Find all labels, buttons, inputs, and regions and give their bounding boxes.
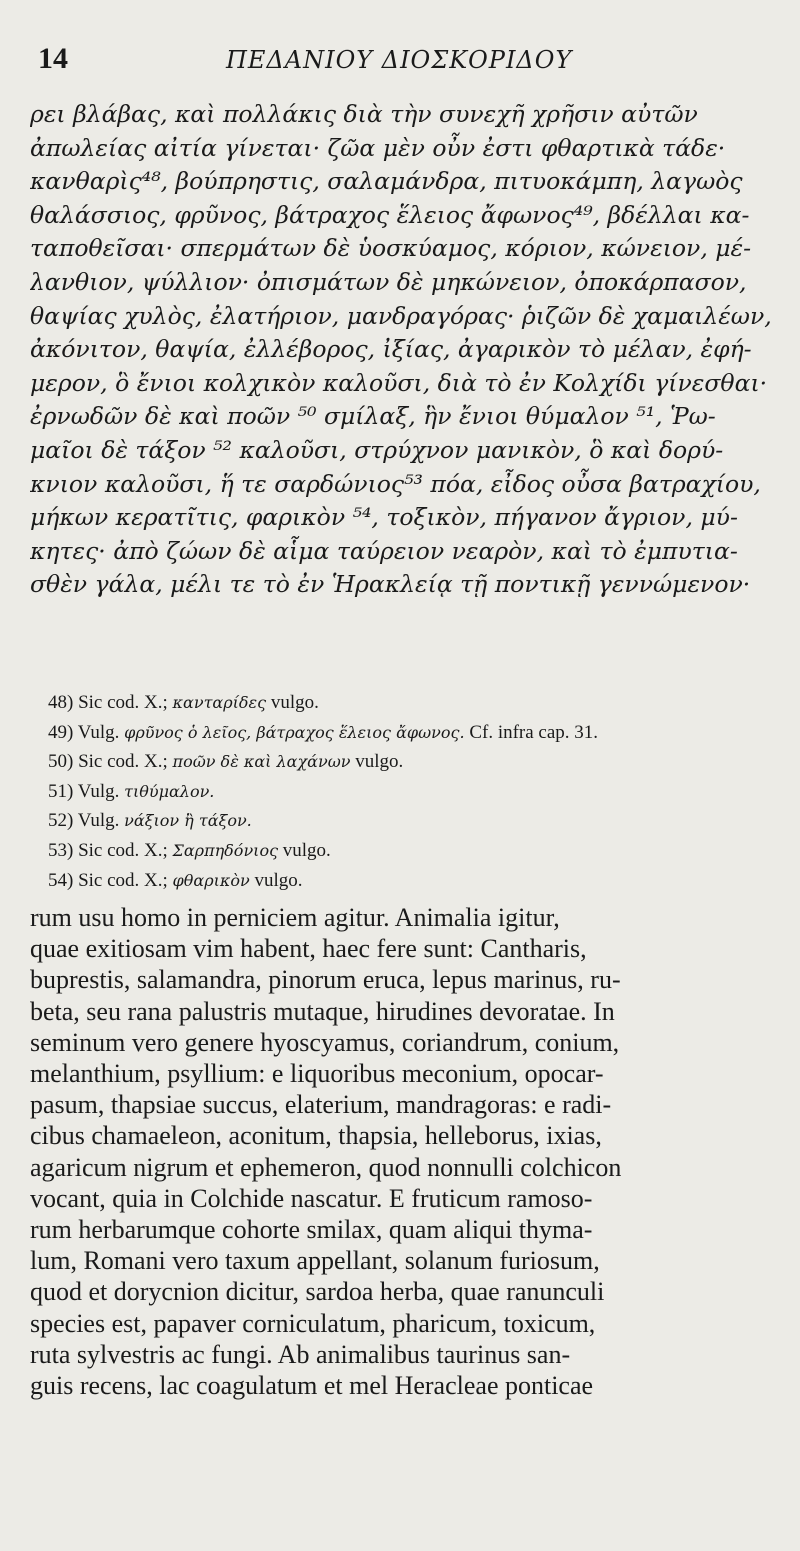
greek-text-block bbox=[30, 98, 788, 602]
greek-line: ἀκόνιτον, θαψία, ἐλλέβορος, ἰξίας, ἀγαρικὸν τὸ μέλαν, ἐφή- bbox=[30, 335, 752, 364]
footnote-number: 49) bbox=[48, 721, 74, 743]
latin-line: vocant, quia in Colchide nascatur. E fruticum ramoso- bbox=[30, 1183, 593, 1213]
greek-line: κητες· ἀπὸ ζώων δὲ αἷμα ταύρειον νεαρὸν, καὶ τὸ ἐμπυτια- bbox=[30, 536, 738, 565]
footnote-text: Sic cod. X.; bbox=[78, 692, 168, 713]
page-header bbox=[28, 38, 788, 86]
latin-line: lum, Romani vero taxum appellant, solanum furiosum, bbox=[30, 1246, 600, 1276]
footnote-lemma: ποῶν δὲ καὶ λαχάνων bbox=[172, 752, 351, 772]
footnote-number: 54) bbox=[48, 869, 74, 891]
running-head: ΠΕΔΑΝΙΟΥ ΔΙΟΣΚΟΡΙΔΟΥ bbox=[226, 46, 573, 74]
footnote-number: 51) bbox=[48, 780, 74, 802]
greek-line: μαῖοι δὲ τάξον ⁵² καλοῦσι, στρύχνον μανικὸν, ὃ καὶ δορύ- bbox=[30, 435, 724, 464]
greek-line: θαλάσσιος, φρῦνος, βάτραχος ἕλειος ἄφωνος⁴⁹, βδέλλαι κα- bbox=[30, 200, 750, 229]
latin-line: beta, seu rana palustris mutaque, hirudines devoratae. In bbox=[30, 996, 615, 1026]
footnote-text: Vulg. bbox=[77, 810, 120, 832]
footnote bbox=[48, 777, 788, 807]
greek-line: ρει βλάβας, καὶ πολλάκις διὰ τὴν συνεχῆ χρῆσιν αὐτῶν bbox=[30, 100, 698, 128]
footnote bbox=[48, 806, 788, 836]
footnote-number: 53) bbox=[48, 839, 74, 861]
greek-line: μερον, ὃ ἔνιοι κολχικὸν καλοῦσι, διὰ τὸ ἐν Κολχίδι γίνεσθαι· bbox=[30, 368, 768, 397]
footnote-text: vulgo. bbox=[270, 692, 319, 713]
footnote bbox=[48, 688, 788, 718]
footnote-text: Sic cod. X.; bbox=[78, 751, 168, 773]
footnote bbox=[48, 836, 788, 866]
greek-line: ταποθεῖσαι· σπερμάτων δὲ ὑοσκύαμος, κόριον, κώνειον, μέ- bbox=[30, 234, 752, 263]
footnote-text: vulgo. bbox=[254, 869, 303, 891]
footnote-lemma: κανταρίδες bbox=[172, 693, 267, 712]
footnote-number: 50) bbox=[48, 751, 74, 773]
footnote-lemma: τιθύμαλον. bbox=[124, 781, 215, 801]
footnote-number: 52) bbox=[48, 810, 74, 832]
latin-line: quod et dorycnion dicitur, sardoa herba, quae ranunculi bbox=[30, 1277, 605, 1307]
latin-line: ruta sylvestris ac fungi. Ab animalibus taurinus san- bbox=[30, 1339, 571, 1369]
greek-line: κανθαρὶς⁴⁸, βούπρηστις, σαλαμάνδρα, πιτυοκάμπη, λαγωὸς bbox=[30, 167, 743, 196]
latin-line: rum usu homo in perniciem agitur. Animalia igitur, bbox=[30, 903, 560, 932]
latin-line: seminum vero genere hyoscyamus, coriandrum, conium, bbox=[30, 1027, 620, 1057]
latin-line: quae exitiosam vim habent, haec fere sunt: Cantharis, bbox=[30, 934, 587, 964]
latin-line: guis recens, lac coagulatum et mel Heracleae ponticae bbox=[30, 1371, 594, 1401]
latin-line: species est, papaver corniculatum, pharicum, toxicum, bbox=[30, 1308, 596, 1338]
greek-line: ἀπωλείας αἰτία γίνεται· ζῶα μὲν οὖν ἐστι φθαρτικὰ τάδε· bbox=[30, 133, 726, 162]
footnote bbox=[48, 718, 788, 748]
footnote-lemma: Σαρπηδόνιος bbox=[172, 840, 279, 860]
footnote-text: Sic cod. X.; bbox=[78, 869, 168, 891]
latin-line: buprestis, salamandra, pinorum eruca, lepus marinus, ru- bbox=[30, 965, 621, 995]
greek-line: μήκων κερατῖτις, φαρικὸν ⁵⁴, τοξικὸν, πήγανον ἄγριον, μύ- bbox=[30, 503, 738, 532]
footnote-lemma: φρῦνος ὁ λεῖος, βάτραχος ἕλειος ἄφωνος. bbox=[124, 722, 465, 742]
footnote bbox=[48, 747, 788, 777]
greek-line: σθὲν γάλα, μέλι τε τὸ ἐν Ἡρακλείᾳ τῇ ποντικῇ γεννώμενον· bbox=[30, 570, 751, 599]
footnote-lemma: νάξιον ἢ τάξον. bbox=[124, 811, 252, 831]
greek-line: ἐρνωδῶν δὲ καὶ ποῶν ⁵⁰ σμίλαξ, ἣν ἔνιοι θύμαλον ⁵¹, Ῥω- bbox=[30, 402, 716, 431]
footnote bbox=[48, 866, 788, 896]
latin-translation bbox=[30, 902, 790, 1401]
page-number: 14 bbox=[38, 42, 68, 75]
greek-line: κνιον καλοῦσι, ἥ τε σαρδώνιος⁵³ πόα, εἶδος οὖσα βατραχίου, bbox=[30, 469, 761, 498]
footnote-text: vulgo. bbox=[355, 751, 404, 773]
footnote-text: Vulg. bbox=[77, 721, 120, 743]
greek-line: θαψίας χυλὸς, ἐλατήριον, μανδραγόρας· ῥιζῶν δὲ χαμαιλέων, bbox=[30, 301, 772, 330]
footnote-number: 48) bbox=[48, 692, 74, 713]
footnote-lemma: φθαρικὸν bbox=[172, 870, 250, 890]
footnote-text: vulgo. bbox=[282, 839, 331, 861]
greek-line: λανθιον, ψύλλιον· ὀπισμάτων δὲ μηκώνειον, ὀποκάρπασον, bbox=[30, 267, 747, 296]
latin-line: pasum, thapsiae succus, elaterium, mandragoras: e radi- bbox=[30, 1090, 612, 1120]
footnotes bbox=[48, 688, 788, 895]
footnote-text: Vulg. bbox=[77, 780, 120, 802]
latin-line: melanthium, psyllium: e liquoribus meconium, opocar- bbox=[30, 1059, 604, 1089]
latin-line: cibus chamaeleon, aconitum, thapsia, helleborus, ixias, bbox=[30, 1121, 602, 1151]
latin-line: agaricum nigrum et ephemeron, quod nonnulli colchicon bbox=[30, 1152, 622, 1182]
footnote-text: Cf. infra cap. 31. bbox=[469, 721, 599, 743]
latin-line: rum herbarumque cohorte smilax, quam aliqui thyma- bbox=[30, 1215, 593, 1245]
footnote-text: Sic cod. X.; bbox=[78, 839, 168, 861]
